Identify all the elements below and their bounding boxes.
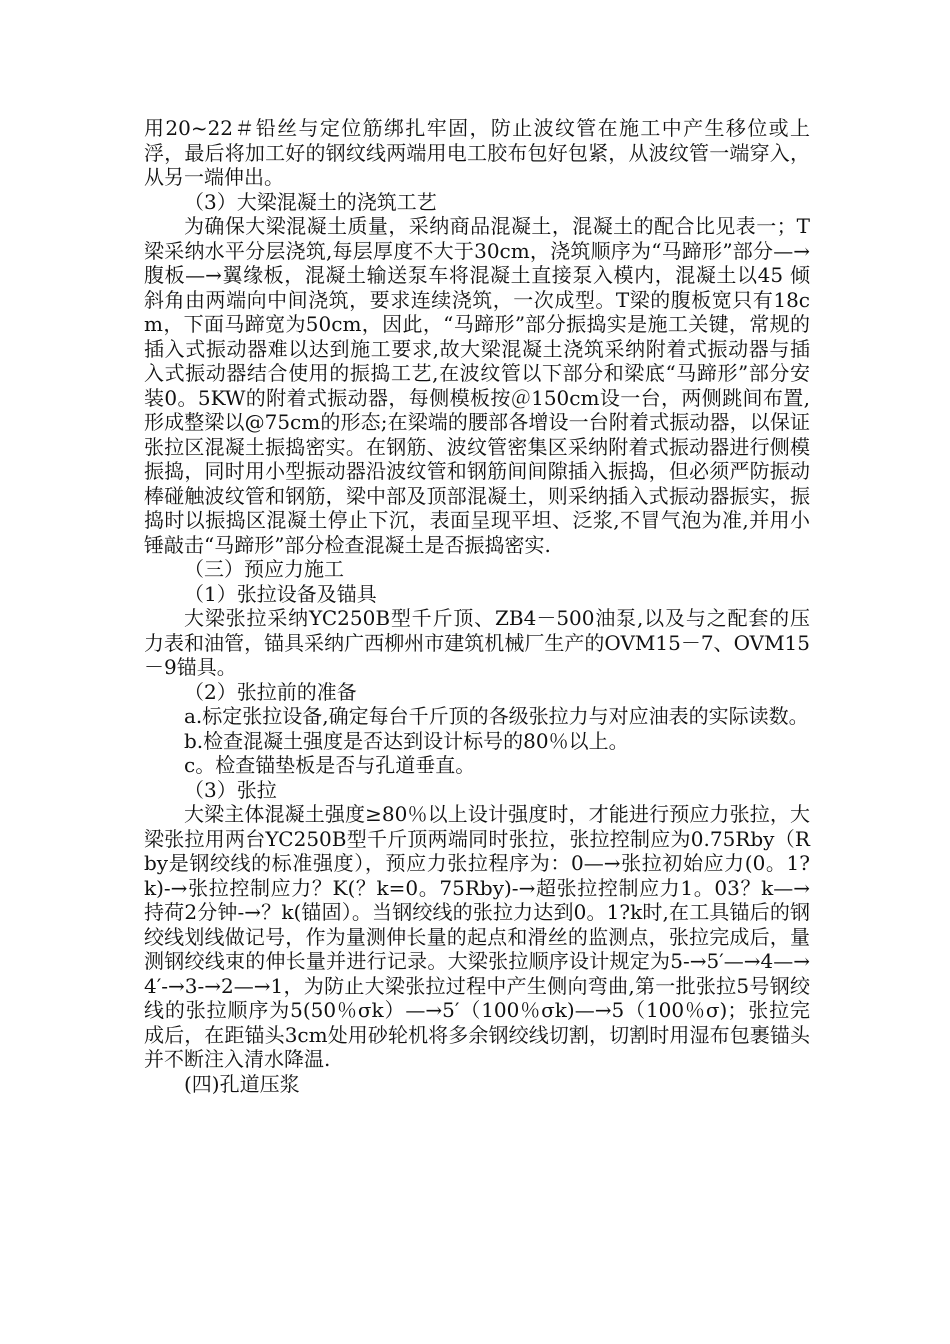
- section-heading-concrete-pouring: （3）大梁混凝土的浇筑工艺: [184, 189, 437, 214]
- paragraph-continuation: 用20~22＃铅丝与定位筋绑扎牢固，防止波纹管在施工中产生移位或上浮，最后将加工好的钢纹线两端用电工胶布包好包紧，从波纹管一端穿入，从另一端伸出。: [144, 116, 810, 189]
- list-item-c: c。检查锚垫板是否与孔道垂直。: [184, 753, 476, 777]
- section-heading-grouting: (四)孔道压浆: [184, 1071, 300, 1096]
- section-heading-tension-equipment: （1）张拉设备及锚具: [184, 581, 377, 606]
- paragraph-tensioning: 大梁主体混凝土强度≥80％以上设计强度时，才能进行预应力张拉，大梁张拉用两台YC250B型千斤顶两端同时张拉，张拉控制应为0.75Rby（Rby是钢绞线的标准强度），预应力张拉程序为：0—→张拉初始应力(0。1?k)-→张拉控制应力？K(？k=0。75Rby)-→超张拉控制应力1。03？k—→持荷2分钟-→？k(锚固）。当钢绞线的张拉力达到0。1?k时,在工具锚后的钢绞线划线做记号，作为量测伸长量的起点和滑丝的监测点，张拉完成后，量测钢绞线束的伸长量并进行记录。大梁张拉顺序设计规定为5-→5′—→4—→4′-→3-→2—→1，为防止大梁张拉过程中产生侧向弯曲,第一批张拉5号钢绞线的张拉顺序为5(50％σk）—→5′（100％σk)—→5（100％σ)；张拉完成后，在距锚头3cm处用砂轮机将多余钢绞线切割，切割时用湿布包裹锚头并不断注入清水降温.: [144, 802, 810, 1071]
- section-heading-tensioning: （3）张拉: [184, 777, 277, 802]
- paragraph-concrete-pouring: 为确保大梁混凝土质量，采纳商品混凝土，混凝土的配合比见表一；T梁采纳水平分层浇筑,每层厚度不大于30cm，浇筑顺序为“马蹄形”部分—→腹板—→翼缘板，混凝土输送泵车将混凝土直接泵入模内，混凝土以45 倾斜角由两端向中间浇筑，要求连续浇筑，一次成型。T梁的腹板宽只有18cm，下面马蹄宽为50cm，因此，“马蹄形”部分振捣实是施工关键，常规的插入式振动器难以达到施工要求,故大梁混凝土浇筑采纳附着式振动器与插入式振动器结合使用的振捣工艺,在波纹管以下部分和梁底“马蹄形”部分安装0。5KW的附着式振动器，每侧模板按＠150cm设一台，两侧跳间布置,形成整梁以@75cm的形态;在梁端的腰部各增设一台附着式振动器，以保证张拉区混凝土振捣密实。在钢筋、波纹管密集区采纳附着式振动器进行侧模振捣，同时用小型振动器沿波纹管和钢筋间间隙插入振捣，但必须严防振动棒碰触波纹管和钢筋，梁中部及顶部混凝土，则采纳插入式振动器振实，振捣时以振捣区混凝土停止下沉，表面呈现平坦、泛浆,不冒气泡为准,并用小锤敲击“马蹄形”部分检查混凝土是否振捣密实.: [144, 214, 810, 557]
- list-item-a: a.标定张拉设备,确定每台千斤顶的各级张拉力与对应油表的实际读数。: [184, 704, 809, 728]
- section-heading-prestress: （三）预应力施工: [184, 557, 344, 581]
- section-heading-preparation: （2）张拉前的准备: [184, 679, 357, 704]
- list-item-b: b.检查混凝土强度是否达到设计标号的80％以上。: [184, 728, 629, 753]
- paragraph-tension-equipment: 大梁张拉采纳YC250B型千斤顶、ZB4－500油泵,以及与之配套的压力表和油管，锚具采纳广西柳州市建筑机械厂生产的OVM15－7、OVM15－9锚具。: [144, 606, 810, 679]
- document-body: [144, 116, 810, 1096]
